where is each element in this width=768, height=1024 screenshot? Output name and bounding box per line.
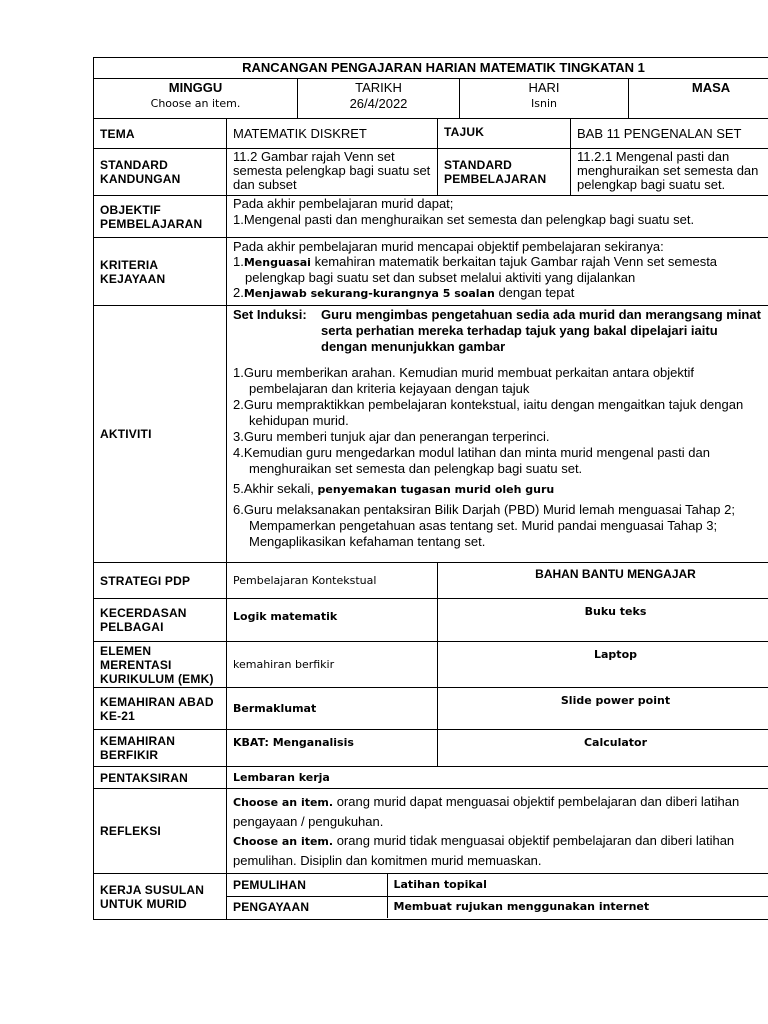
kerja-susulan-table <box>227 874 768 918</box>
abad-label: KEMAHIRAN ABAD KE-21 <box>94 688 227 730</box>
berfikir-value[interactable]: KBAT: Menganalisis <box>227 730 438 767</box>
objektif-content[interactable] <box>227 196 768 238</box>
refleksi-choose-2[interactable]: Choose an item. <box>233 835 334 848</box>
set-induksi-text: Guru mengimbas pengetahuan sedia ada murid dan merangsang minat serta perhatian mereka terhadap tajuk yang bakal dipelajari iaitu dengan menunjukkan gambar <box>321 307 761 354</box>
kecerdasan-value[interactable]: Logik matematik <box>227 599 438 642</box>
kerja-susulan-content <box>227 874 768 920</box>
masa-cell <box>629 79 768 119</box>
standard-kandungan-value[interactable]: 11.2 Gambar rajah Venn set semesta pelengkap bagi suatu set dan subset <box>227 149 438 196</box>
header-table <box>93 57 768 119</box>
tajuk-label: TAJUK <box>438 119 571 149</box>
refleksi-line-1b: pengayaan / pengukuhan. <box>233 814 384 829</box>
kerja-susulan-label: KERJA SUSULAN UNTUK MURID <box>94 874 227 920</box>
minggu-label: MINGGU <box>168 80 223 95</box>
bahan-item-1[interactable]: Buku teks <box>438 599 768 642</box>
aktiviti-step-3: 3.Guru memberi tunjuk ajar dan penerangan terperinci. <box>233 429 550 444</box>
aktiviti-step-2b: kehidupan murid. <box>249 413 349 428</box>
set-induksi <box>233 307 768 355</box>
tema-value[interactable]: MATEMATIK DISKRET <box>227 119 438 149</box>
kecerdasan-label: KECERDASAN PELBAGAI <box>94 599 227 642</box>
pemulihan-value[interactable]: Latihan topikal <box>387 874 768 896</box>
objektif-intro: Pada akhir pembelajaran murid dapat; <box>233 196 454 211</box>
kriteria-item-1: 1.Menguasai kemahiran matematik berkaitan tajuk Gambar rajah Venn set semesta <box>233 254 718 269</box>
abad-value[interactable]: Bermaklumat <box>227 688 438 730</box>
bahan-item-3[interactable]: Slide power point <box>438 688 768 730</box>
main-table <box>93 118 768 920</box>
minggu-dropdown[interactable]: Choose an item. <box>150 97 241 110</box>
aktiviti-step-1b: pembelajaran dan kriteria kejayaan dengan tajuk <box>249 381 530 396</box>
aktiviti-content[interactable] <box>227 306 768 563</box>
tajuk-value[interactable]: BAB 11 PENGENALAN SET <box>571 119 768 149</box>
objektif-label: OBJEKTIF PEMBELAJARAN <box>94 196 227 238</box>
aktiviti-step-6b: Mempamerkan pengetahuan asas tentang set. Murid pandai menguasai Tahap 3; <box>249 518 718 533</box>
aktiviti-step-5: 5.Akhir sekali, penyemakan tugasan murid oleh guru <box>233 481 555 496</box>
bahan-item-2[interactable]: Laptop <box>438 642 768 688</box>
hari-label: HARI <box>528 80 560 95</box>
standard-kandungan-label: STANDARD KANDUNGAN <box>94 149 227 196</box>
objektif-item-1: 1.Mengenal pasti dan menghuraikan set semesta dan pelengkap bagi suatu set. <box>233 212 695 227</box>
strategi-label: STRATEGI PDP <box>94 563 227 599</box>
aktiviti-step-6c: Mengaplikasikan kefahaman tentang set. <box>249 534 486 549</box>
tarikh-cell <box>298 79 460 119</box>
aktiviti-step-6: 6.Guru melaksanakan pentaksiran Bilik Darjah (PBD) Murid lemah menguasai Tahap 2; <box>233 502 735 517</box>
pemulihan-label: PEMULIHAN <box>227 874 387 896</box>
kriteria-content[interactable] <box>227 238 768 306</box>
kriteria-item-2: 2.Menjawab sekurang-kurangnya 5 soalan dengan tepat <box>233 285 575 300</box>
aktiviti-label: AKTIVITI <box>94 306 227 563</box>
aktiviti-step-1: 1.Guru memberikan arahan. Kemudian murid membuat perkaitan antara objektif <box>233 365 695 380</box>
masa-label: MASA <box>691 80 731 95</box>
strategi-value[interactable]: Pembelajaran Kontekstual <box>227 563 438 599</box>
standard-pembelajaran-label: STANDARD PEMBELAJARAN <box>438 149 571 196</box>
pentaksiran-value[interactable]: Lembaran kerja <box>227 767 768 789</box>
minggu-cell <box>94 79 298 119</box>
aktiviti-step-4: 4.Kemudian guru mengedarkan modul latihan dan minta murid mengenal pasti dan <box>233 445 710 460</box>
set-induksi-label: Set Induksi: <box>233 307 307 322</box>
tema-label: TEMA <box>94 119 227 149</box>
kriteria-label: KRITERIA KEJAYAAN <box>94 238 227 306</box>
refleksi-line-1: Choose an item. orang murid dapat menguasai objektif pembelajaran dan diberi latihan <box>233 794 740 809</box>
page-title: RANCANGAN PENGAJARAN HARIAN MATEMATIK TINGKATAN 1 <box>94 58 768 79</box>
refleksi-line-2b: pemulihan. Disiplin dan komitmen murid memuaskan. <box>233 853 542 868</box>
bahan-bantu-label: BAHAN BANTU MENGAJAR <box>438 563 768 599</box>
emk-value[interactable]: kemahiran berfikir <box>227 642 438 688</box>
kriteria-intro: Pada akhir pembelajaran murid mencapai objektif pembelajaran sekiranya: <box>233 239 664 254</box>
tarikh-label: TARIKH <box>355 80 402 95</box>
tarikh-value[interactable]: 26/4/2022 <box>349 96 408 111</box>
refleksi-content[interactable] <box>227 789 768 874</box>
pengayaan-label: PENGAYAAN <box>227 896 387 918</box>
hari-cell <box>460 79 629 119</box>
aktiviti-step-2: 2.Guru mempraktikkan pembelajaran kontekstual, iaitu dengan mengaitkan tajuk dengan <box>233 397 744 412</box>
emk-label: ELEMEN MERENTASI KURIKULUM (EMK) <box>94 642 227 688</box>
refleksi-label: REFLEKSI <box>94 789 227 874</box>
berfikir-label: KEMAHIRAN BERFIKIR <box>94 730 227 767</box>
pentaksiran-label: PENTAKSIRAN <box>94 767 227 789</box>
bahan-item-4[interactable]: Calculator <box>438 730 768 767</box>
pengayaan-value[interactable]: Membuat rujukan menggunakan internet <box>387 896 768 918</box>
refleksi-choose-1[interactable]: Choose an item. <box>233 796 334 809</box>
hari-value[interactable]: Isnin <box>531 97 557 110</box>
standard-pembelajaran-value[interactable]: 11.2.1 Mengenal pasti dan menghuraikan set semesta dan pelengkap bagi suatu set. <box>571 149 768 196</box>
kriteria-item-1-cont: pelengkap bagi suatu set dan subset melalui aktiviti yang dijalankan <box>245 270 636 285</box>
aktiviti-step-4b: menghuraikan set semesta dan pelengkap bagi suatu set. <box>249 461 583 476</box>
refleksi-line-2: Choose an item. orang murid tidak menguasai objektif pembelajaran dan diberi latihan <box>233 833 735 848</box>
